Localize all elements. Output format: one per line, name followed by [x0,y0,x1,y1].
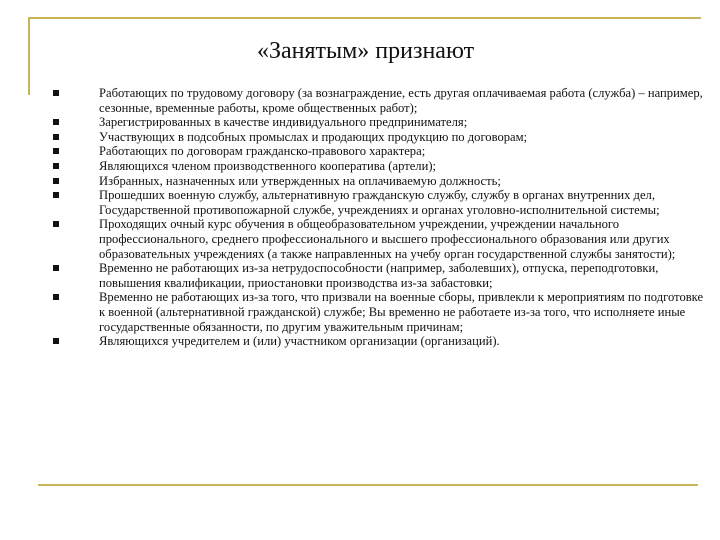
list-item-text: Прошедших военную службу, альтернативную гражданскую службу, службу в органах внутренних дел, Государственной противопожарной службе, учреждениях и органах уголовно-исполнительной системы; [99,188,660,217]
bullet-list [50,86,710,349]
list-item [50,261,710,290]
square-bullet-icon [53,338,59,344]
square-bullet-icon [53,148,59,154]
list-item [50,130,710,145]
square-bullet-icon [53,163,59,169]
list-item [50,334,710,349]
square-bullet-icon [53,221,59,227]
square-bullet-icon [53,90,59,96]
list-item [50,144,710,159]
list-item-text: Являющихся учредителем и (или) участником организации (организаций). [99,334,500,349]
list-item-text: Проходящих очный курс обучения в общеобразовательном учреждении, учреждении начального профессионального, среднего профессионального и высшего профессионального образования или других образовательных учреждениях (а также направленных на учебу орган государственной службы занятости); [99,217,676,261]
list-item [50,115,710,130]
square-bullet-icon [53,192,59,198]
square-bullet-icon [53,134,59,140]
list-item [50,290,710,334]
list-item [50,174,710,189]
square-bullet-icon [53,119,59,125]
square-bullet-icon [53,178,59,184]
list-item-text: Участвующих в подсобных промыслах и продающих продукцию по договорам; [99,129,528,144]
list-item [50,159,710,174]
slide-title: «Занятым» признают [256,38,475,64]
list-item-text: Являющихся членом производственного кооператива (артели); [99,158,437,173]
list-item-text: Зарегистрированных в качестве индивидуального предпринимателя; [99,115,468,130]
list-item-text: Избранных, назначенных или утвержденных на оплачиваемую должность; [99,173,501,188]
list-item-text: Временно не работающих из-за нетрудоспособности (например, заболевших), отпуска, переподготовки, повышения квалификации, приостановки производства из-за забастовки; [99,261,659,290]
list-item [50,188,710,217]
list-item-text: Работающих по договорам гражданско-правового характера; [99,144,426,159]
square-bullet-icon [53,294,59,300]
list-item-text: Временно не работающих из-за того, что призвали на военные сборы, привлекли к мероприятиям по подготовке к военной (альтернативной гражданской) службе; Вы временно не работаете из-за того, что исполняете иные государственные обязанности, по другим уважительным причинам; [99,290,704,334]
square-bullet-icon [53,265,59,271]
list-item-text: Работающих по трудовому договору (за вознаграждение, есть другая оплачиваемая работа (служба) – например, сезонные, временные работы, кроме общественных работ); [99,86,703,115]
list-item [50,86,710,115]
frame-bottom-line [38,484,698,486]
list-item [50,217,710,261]
frame-top-line [28,17,701,19]
